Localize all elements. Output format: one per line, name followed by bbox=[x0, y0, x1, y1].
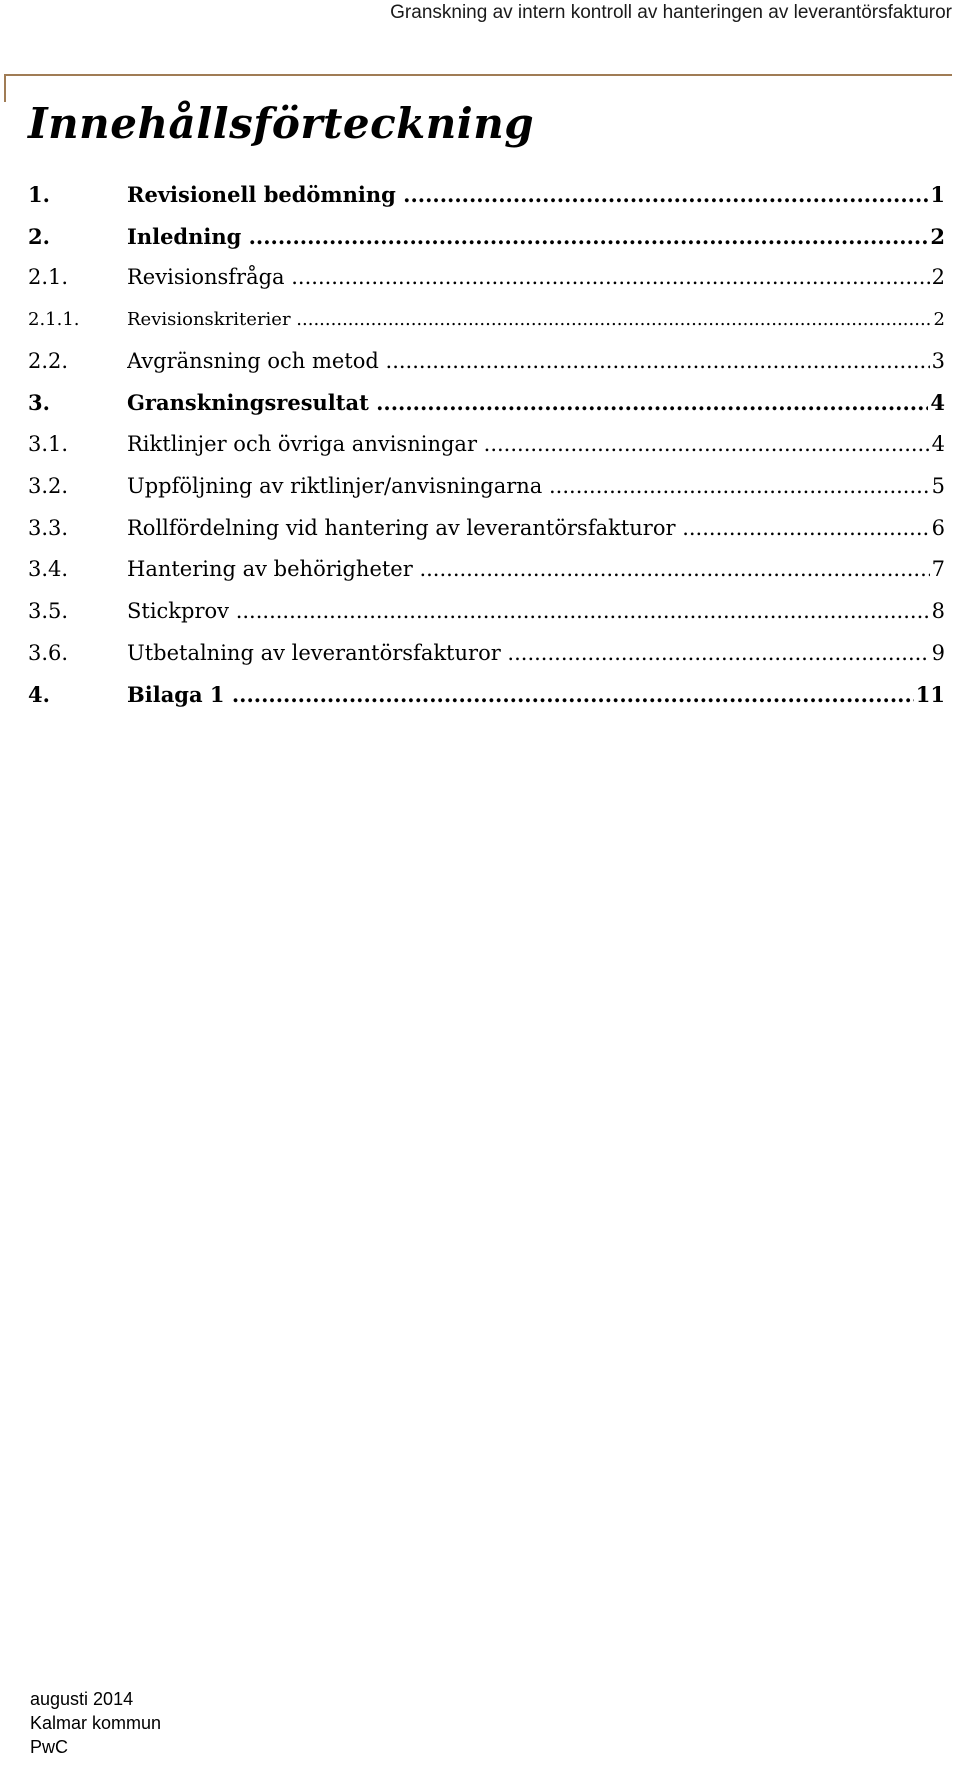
toc-entry-label: Hantering av behörigheter bbox=[127, 557, 413, 582]
toc-entry-label: Avgränsning och metod bbox=[127, 348, 379, 373]
toc-entry-label: Uppföljning av riktlinjer/anvisningarna bbox=[127, 473, 543, 498]
toc-entry[interactable] bbox=[28, 633, 960, 675]
toc-entry-page: 4 bbox=[930, 424, 945, 466]
page-footer bbox=[30, 1687, 161, 1759]
toc-entry-label: Granskningsresultat bbox=[127, 390, 369, 416]
toc-entry[interactable] bbox=[28, 674, 960, 716]
footer-organization: Kalmar kommun bbox=[30, 1713, 162, 1733]
toc-entry[interactable] bbox=[28, 341, 960, 383]
header-rule bbox=[4, 74, 952, 76]
toc-entry-number: 3.5. bbox=[28, 598, 69, 623]
toc-entry-number: 1. bbox=[28, 182, 50, 207]
toc-entry-number: 3. bbox=[28, 390, 50, 416]
toc-entry[interactable] bbox=[28, 257, 960, 299]
toc-entry-label: Bilaga 1 bbox=[127, 682, 225, 708]
toc-entry-number: 3.1. bbox=[28, 432, 69, 457]
toc-entry-page: 5 bbox=[930, 466, 945, 508]
toc-entry-page: 3 bbox=[930, 341, 945, 383]
toc-entry[interactable] bbox=[28, 549, 960, 591]
toc-entry-label: Stickprov bbox=[127, 598, 230, 623]
footer-date: augusti 2014 bbox=[30, 1689, 134, 1709]
toc-entry-label: Rollfördelning vid hantering av leverantörsfakturor bbox=[127, 515, 676, 540]
toc-entry[interactable] bbox=[28, 466, 960, 508]
toc-entry[interactable] bbox=[28, 591, 960, 633]
running-header: Granskning av intern kontroll av hanteringen av leverantörsfakturor bbox=[390, 2, 952, 23]
toc-entry-label: Riktlinjer och övriga anvisningar bbox=[127, 432, 477, 457]
toc-entry-page: 2 bbox=[930, 257, 945, 299]
toc-entry-page: 9 bbox=[930, 633, 945, 675]
toc-entry[interactable] bbox=[28, 424, 960, 466]
toc-entry-page: 2 bbox=[932, 299, 945, 341]
toc-entry-label: Revisionskriterier bbox=[127, 309, 291, 331]
toc-entry-number: 3.6. bbox=[28, 640, 69, 665]
toc-entry-label: Utbetalning av leverantörsfakturor bbox=[127, 640, 501, 665]
toc-entry-number: 2.1.1. bbox=[28, 309, 80, 331]
toc-entry[interactable] bbox=[28, 216, 960, 258]
toc-entry-page: 1 bbox=[928, 174, 945, 216]
footer-firm: PwC bbox=[30, 1737, 69, 1757]
table-of-contents bbox=[28, 174, 960, 716]
toc-entry-page: 6 bbox=[930, 508, 945, 550]
toc-entry-number: 2.1. bbox=[28, 265, 69, 290]
toc-entry-number: 4. bbox=[28, 682, 50, 708]
toc-entry-label: Revisionell bedömning bbox=[127, 182, 396, 207]
toc-entry-page: 2 bbox=[928, 216, 945, 258]
toc-entry-label: Inledning bbox=[127, 223, 242, 249]
toc-entry-label: Revisionsfråga bbox=[127, 265, 285, 290]
toc-entry[interactable] bbox=[28, 174, 960, 216]
toc-entry-number: 2. bbox=[28, 223, 50, 249]
toc-entry-page: 4 bbox=[928, 382, 945, 424]
toc-entry-number: 2.2. bbox=[28, 348, 69, 373]
toc-entry[interactable] bbox=[28, 382, 960, 424]
toc-entry-page: 11 bbox=[914, 674, 945, 716]
toc-entry[interactable] bbox=[28, 508, 960, 550]
toc-entry-number: 3.3. bbox=[28, 515, 69, 540]
toc-title: Innehållsförteckning bbox=[28, 99, 535, 148]
toc-entry-number: 3.2. bbox=[28, 473, 69, 498]
toc-entry-number: 3.4. bbox=[28, 557, 69, 582]
toc-entry-page: 7 bbox=[930, 549, 945, 591]
toc-entry-page: 8 bbox=[930, 591, 945, 633]
header-rule-corner bbox=[4, 74, 6, 102]
toc-entry[interactable] bbox=[28, 299, 960, 341]
